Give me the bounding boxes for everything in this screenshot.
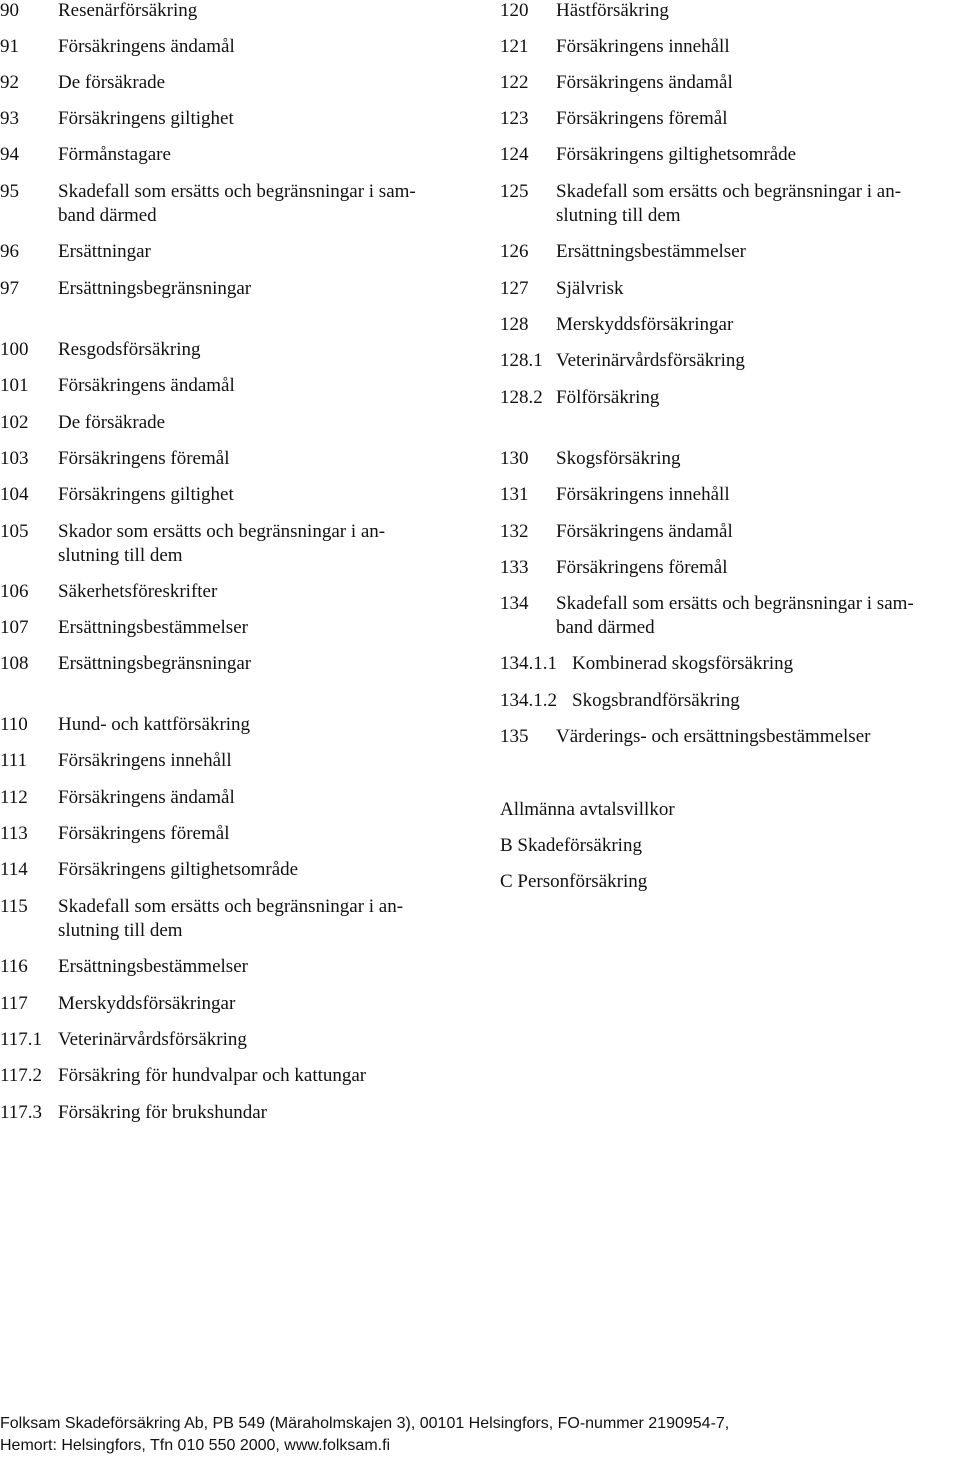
toc-number: 131 xyxy=(500,484,529,505)
toc-title: Ersättningar xyxy=(58,241,151,262)
toc-title: Hund- och kattförsäkring xyxy=(58,714,251,735)
toc-number: 116 xyxy=(0,956,28,977)
toc-title: Försäkringens giltighetsområde xyxy=(556,144,797,165)
toc-number: 101 xyxy=(0,375,29,396)
toc-number: 104 xyxy=(0,484,29,505)
toc-title: Självrisk xyxy=(556,278,624,299)
toc-title: Försäkringens giltighetsområde xyxy=(58,859,299,880)
toc-title: Ersättningsbegränsningar xyxy=(58,278,252,299)
toc-number: 113 xyxy=(0,823,28,844)
toc-number: 97 xyxy=(0,278,19,299)
toc-title: Merskyddsförsäkringar xyxy=(58,993,236,1014)
toc-number: 135 xyxy=(500,726,529,747)
toc-title: Försäkringens innehåll xyxy=(58,750,232,771)
toc-title: Veterinärvårdsförsäkring xyxy=(556,350,745,371)
toc-number: 91 xyxy=(0,36,19,57)
toc-number: 134.1.2 xyxy=(500,690,557,711)
toc-number: 128 xyxy=(500,314,529,335)
toc-number: 103 xyxy=(0,448,29,469)
toc-title: Försäkringens ändamål xyxy=(556,521,733,542)
toc-title: Försäkringens ändamål xyxy=(556,72,733,93)
page-footer xyxy=(0,1413,960,1457)
toc-title: Försäkring för hundvalpar och kattungar xyxy=(58,1065,367,1086)
toc-number: 122 xyxy=(500,72,529,93)
toc-number: 130 xyxy=(500,448,529,469)
toc-title: Merskyddsförsäkringar xyxy=(556,314,734,335)
terms-item-c: C Personförsäkring xyxy=(500,871,648,892)
toc-number: 127 xyxy=(500,278,529,299)
toc-title-line: Skadefall som ersätts och begränsningar i an- xyxy=(556,181,902,202)
toc-number: 128.1 xyxy=(500,350,543,371)
toc-title: Försäkringens föremål xyxy=(58,823,230,844)
toc-number: 117 xyxy=(0,993,28,1014)
toc-title: Skogsförsäkring xyxy=(556,448,681,469)
toc-number: 120 xyxy=(500,0,529,21)
toc-title xyxy=(58,520,385,568)
toc-title: Försäkringens föremål xyxy=(556,557,728,578)
toc-title: Försäkringens innehåll xyxy=(556,36,730,57)
toc-title-line: slutning till dem xyxy=(556,205,681,226)
toc-title: Resenärförsäkring xyxy=(58,0,198,21)
toc-title: Försäkringens föremål xyxy=(556,108,728,129)
toc-title-line: Skadefall som ersätts och begränsningar i sam- xyxy=(58,181,416,202)
toc-title xyxy=(58,180,416,228)
toc-title: Kombinerad skogsförsäkring xyxy=(572,653,794,674)
toc-number: 111 xyxy=(0,750,28,771)
toc-title: Försäkring för brukshundar xyxy=(58,1102,267,1123)
toc-number: 94 xyxy=(0,144,19,165)
toc-number: 90 xyxy=(0,0,19,21)
toc-number: 134.1.1 xyxy=(500,653,557,674)
toc-number: 117.2 xyxy=(0,1065,43,1086)
toc-number: 128.2 xyxy=(500,387,543,408)
toc-number: 126 xyxy=(500,241,529,262)
toc-title-line: Skadefall som ersätts och begränsningar i sam- xyxy=(556,593,914,614)
toc-title: De försäkrade xyxy=(58,72,166,93)
toc-number: 132 xyxy=(500,521,529,542)
terms-item-b: B Skadeförsäkring xyxy=(500,835,642,856)
footer-line: Folksam Skadeförsäkring Ab, PB 549 (Märaholmskajen 3), 00101 Helsingfors, FO-nummer 2190954-7, xyxy=(0,1415,730,1432)
toc-number: 93 xyxy=(0,108,19,129)
terms-heading: Allmänna avtalsvillkor xyxy=(500,799,675,820)
toc-number: 95 xyxy=(0,181,19,202)
toc-number: 134 xyxy=(500,593,529,614)
toc-title-line: band därmed xyxy=(556,617,655,638)
toc-number: 125 xyxy=(500,181,529,202)
toc-title: Veterinärvårdsförsäkring xyxy=(58,1029,247,1050)
toc-number: 107 xyxy=(0,617,29,638)
toc-number: 121 xyxy=(500,36,529,57)
toc-title-line: slutning till dem xyxy=(58,545,183,566)
toc-title: Värderings- och ersättningsbestämmelser xyxy=(556,726,871,747)
toc-title: Försäkringens giltighet xyxy=(58,108,234,129)
toc-number: 110 xyxy=(0,714,28,735)
toc-title: Ersättningsbestämmelser xyxy=(58,956,248,977)
toc-title: Försäkringens ändamål xyxy=(58,375,235,396)
toc-title xyxy=(556,592,914,640)
toc-title-line: Skadefall som ersätts och begränsningar i an- xyxy=(58,896,404,917)
toc-title: Ersättningsbegränsningar xyxy=(58,653,252,674)
toc-number: 108 xyxy=(0,653,29,674)
footer-line: Hemort: Helsingfors, Tfn 010 550 2000, www.folksam.fi xyxy=(0,1437,391,1454)
toc-title: De försäkrade xyxy=(58,412,166,433)
toc-title: Förmånstagare xyxy=(58,144,171,165)
toc-title xyxy=(58,895,403,943)
toc-number: 115 xyxy=(0,896,28,917)
toc-title xyxy=(556,180,901,228)
toc-title: Skogsbrandförsäkring xyxy=(572,690,740,711)
toc-title: Resgodsförsäkring xyxy=(58,339,201,360)
toc-title: Fölförsäkring xyxy=(556,387,660,408)
toc-title-line: slutning till dem xyxy=(58,920,183,941)
toc-number: 117.3 xyxy=(0,1102,43,1123)
toc-title: Försäkringens giltighet xyxy=(58,484,234,505)
toc-number: 92 xyxy=(0,72,19,93)
toc-number: 106 xyxy=(0,581,29,602)
toc-title: Hästförsäkring xyxy=(556,0,669,21)
toc-number: 96 xyxy=(0,241,19,262)
toc-title-line: Skador som ersätts och begränsningar i an- xyxy=(58,521,386,542)
toc-number: 117.1 xyxy=(0,1029,43,1050)
toc-number: 123 xyxy=(500,108,529,129)
toc-number: 133 xyxy=(500,557,529,578)
toc-title: Försäkringens ändamål xyxy=(58,36,235,57)
toc-title: Ersättningsbestämmelser xyxy=(58,617,248,638)
toc-number: 100 xyxy=(0,339,29,360)
toc-title: Försäkringens föremål xyxy=(58,448,230,469)
toc-number: 124 xyxy=(500,144,529,165)
toc-number: 114 xyxy=(0,859,28,880)
toc-title: Ersättningsbestämmelser xyxy=(556,241,746,262)
toc-number: 105 xyxy=(0,521,29,542)
toc-number: 112 xyxy=(0,787,28,808)
toc-number: 102 xyxy=(0,412,29,433)
toc-title: Försäkringens innehåll xyxy=(556,484,730,505)
toc-title-line: band därmed xyxy=(58,205,157,226)
toc-title: Försäkringens ändamål xyxy=(58,787,235,808)
toc-title: Säkerhetsföreskrifter xyxy=(58,581,218,602)
